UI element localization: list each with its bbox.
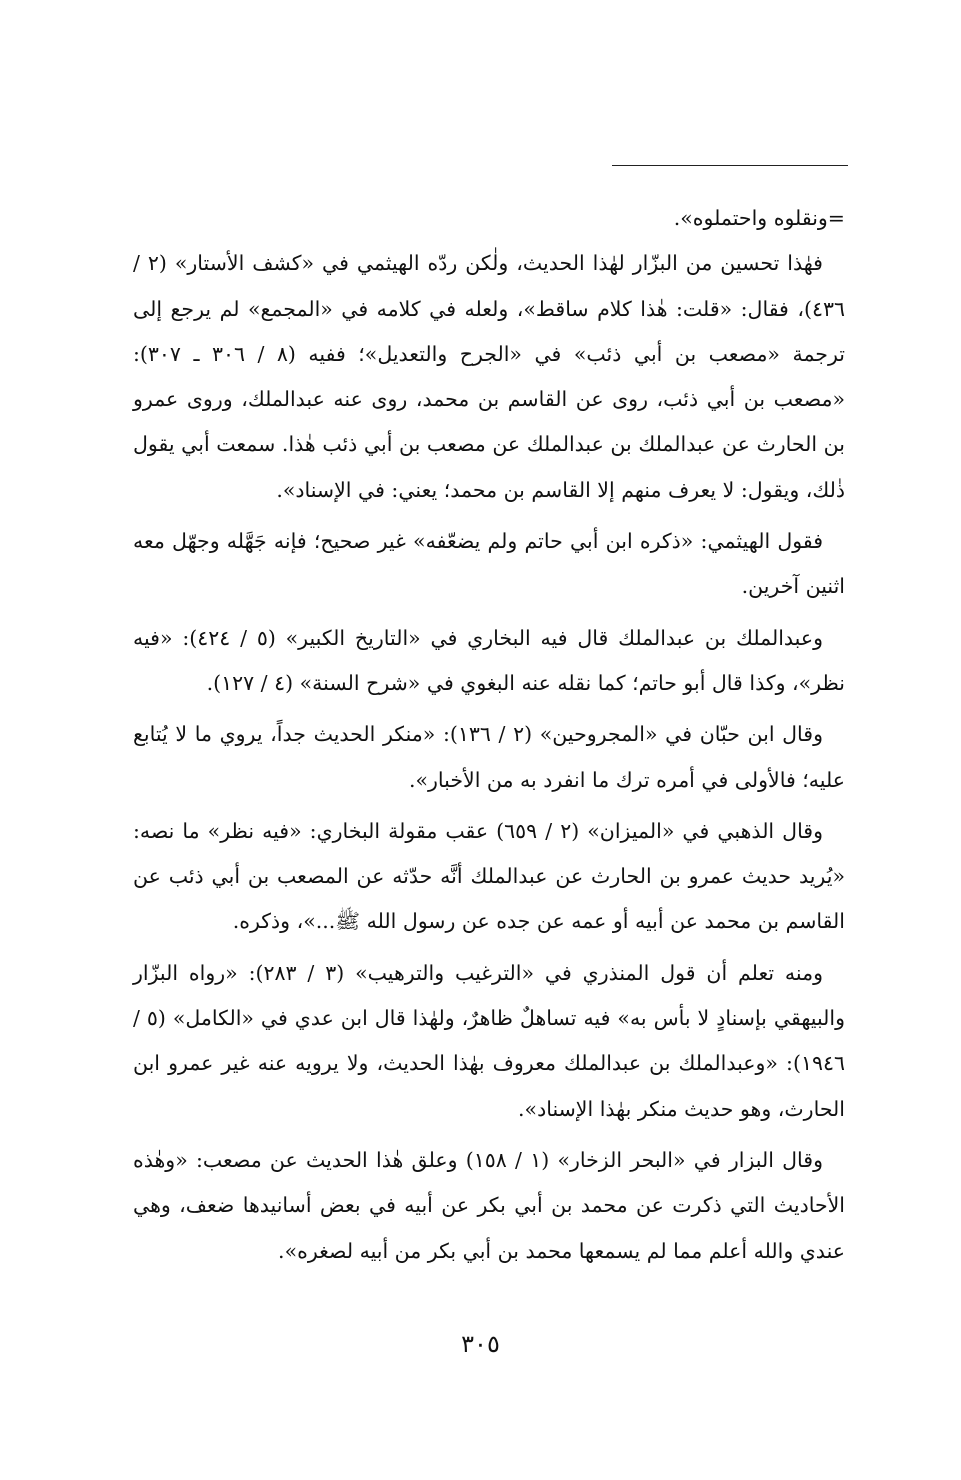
paragraph-ibn-hibban: وقال ابن حبّان في «المجروحين» (٢ / ١٣٦): «منكر الحديث جداً، يروي ما لا يُتابع عليه؛ فالأولى في أمره ترك ما انفرد به من الأخبار». xyxy=(133,722,845,792)
footnote-separator-rule xyxy=(612,165,848,166)
page-number: ٣٠٥ xyxy=(461,1330,500,1358)
paragraph-mundhiri: ومنه تعلم أن قول المنذري في «الترغيب والترهيب» (٣ / ٢٨٣): «رواه البزّار والبيهقي بإسنادٍ لا بأس به» فيه تساهلٌ ظاهرٌ، ولهٰذا قال ابن عدي في «الكامل» (٥ / ١٩٤٦): «وعبدالملك بن عبدالملك معروف بهٰذا الحديث، ولا يرويه عنه غير عمرو ابن الحارث، وهو حديث منكر بهٰذا الإسناد». xyxy=(133,960,845,1121)
paragraph-dhahabi: وقال الذهبي في «الميزان» (٢ / ٦٥٩) عقب مقولة البخاري: «فيه نظر» ما نصه: «يُريد حديث عمرو بن الحارث عن عبدالملك أنَّه حدّثه عن المصعب بن أبي ذئب عن القاسم بن محمد عن أبيه أو عمه عن جده عن رسول الله ﷺ...»، وذكره. xyxy=(133,818,845,934)
paragraph-continuation: =ونقلوه واحتملوه». xyxy=(673,206,845,230)
main-text-block xyxy=(133,196,845,1274)
paragraph-haythami-statement: فقول الهيثمي: «ذكره ابن أبي حاتم ولم يضعّفه» غير صحيح؛ فإنه جَهَّله وجهّل معه اثنين آخرين. xyxy=(133,529,845,599)
paragraph-haythami-critique: فهٰذا تحسين من البزّار لهٰذا الحديث، ولٰكن ردّه الهيثمي في «كشف الأستار» (٢ / ٤٣٦)، فقال: «قلت: هٰذا كلام ساقط»، ولعله في كلامه في «المجمع» لم يرجع إلى ترجمة «مصعب بن أبي ذئب» في «الجرح والتعديل»؛ ففيه (٨ / ٣٠٦ ـ ٣٠٧): «مصعب بن أبي ذئب، روى عن القاسم بن محمد، روى عنه عبدالملك، وروى عمرو بن الحارث عن عبدالملك بن عبدالملك عن مصعب بن أبي ذئب هٰذا. سمعت أبي يقول ذٰلك، ويقول: لا يعرف منهم إلا القاسم بن محمد؛ يعني: في الإسناد». xyxy=(133,251,845,502)
paragraph-bazzar: وقال البزار في «البحر الزخار» (١ / ١٥٨) وعلق هٰذا الحديث عن مصعب: «وهٰذه الأحاديث التي ذكرت عن محمد بن أبي بكر عن أبيه في بعض أسانيدها ضعف، وهي عندي والله أعلم مما لم يسمعها محمد بن أبي بكر من أبيه لصغره». xyxy=(133,1147,845,1263)
paragraph-abdulmalik-bukhari: وعبدالملك بن عبدالملك قال فيه البخاري في «التاريخ الكبير» (٥ / ٤٢٤): «فيه نظر»، وكذا قال أبو حاتم؛ كما نقله عنه البغوي في «شرح السنة» (٤ / ١٢٧). xyxy=(133,625,845,695)
